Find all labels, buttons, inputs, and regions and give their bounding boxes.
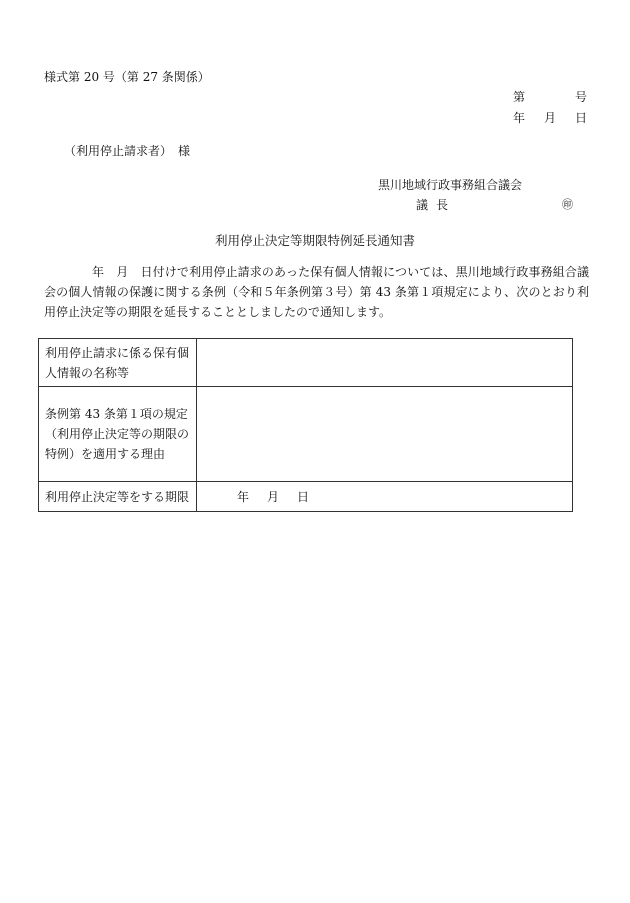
issue-date-month: 月 (543, 111, 556, 125)
deadline-label: 利用停止決定等をする期限 (39, 482, 197, 512)
issue-date (513, 109, 587, 126)
extension-reason-value[interactable] (197, 387, 573, 482)
deadline-month: 月 (267, 489, 280, 504)
form-number: 様式第 20 号（第 27 条関係） (44, 70, 210, 84)
sender-organization: 黒川地域行政事務組合議会 (378, 178, 523, 192)
deadline-day: 日 (297, 489, 310, 504)
issue-date-year: 年 (513, 111, 526, 125)
document-title: 利用停止決定等期限特例延長通知書 (214, 233, 415, 248)
doc-number-suffix: 号 (575, 90, 588, 104)
extension-reason-label: 条例第 43 条第１項の規定（利用停止決定等の期限の特例）を適用する理由 (39, 387, 197, 482)
body-paragraph: 年 月 日付けで利用停止請求のあった保有個人情報については、黒川地域行政事務組合議会の個人情報の保護に関する条例（令和５年条例第３号）第 43 条第１項規定により、次のとおり利用停止決定等の期限を延長することとしましたので通知します。 (44, 265, 589, 319)
info-table (38, 338, 573, 512)
table-row (39, 482, 573, 512)
deadline-date (203, 487, 309, 507)
deadline-value[interactable] (197, 482, 573, 512)
recipient-line: （利用停止請求者） 様 (64, 144, 191, 158)
doc-number-prefix: 第 (513, 90, 526, 104)
table-row (39, 387, 573, 482)
personal-info-name-label: 利用停止請求に係る保有個人情報の名称等 (39, 339, 197, 387)
personal-info-name-value[interactable] (197, 339, 573, 387)
table-row (39, 339, 573, 387)
issue-date-day: 日 (574, 111, 587, 125)
seal-mark: ㊞ (562, 198, 573, 211)
deadline-year: 年 (237, 489, 250, 504)
sender-title: 議長 (416, 198, 457, 212)
